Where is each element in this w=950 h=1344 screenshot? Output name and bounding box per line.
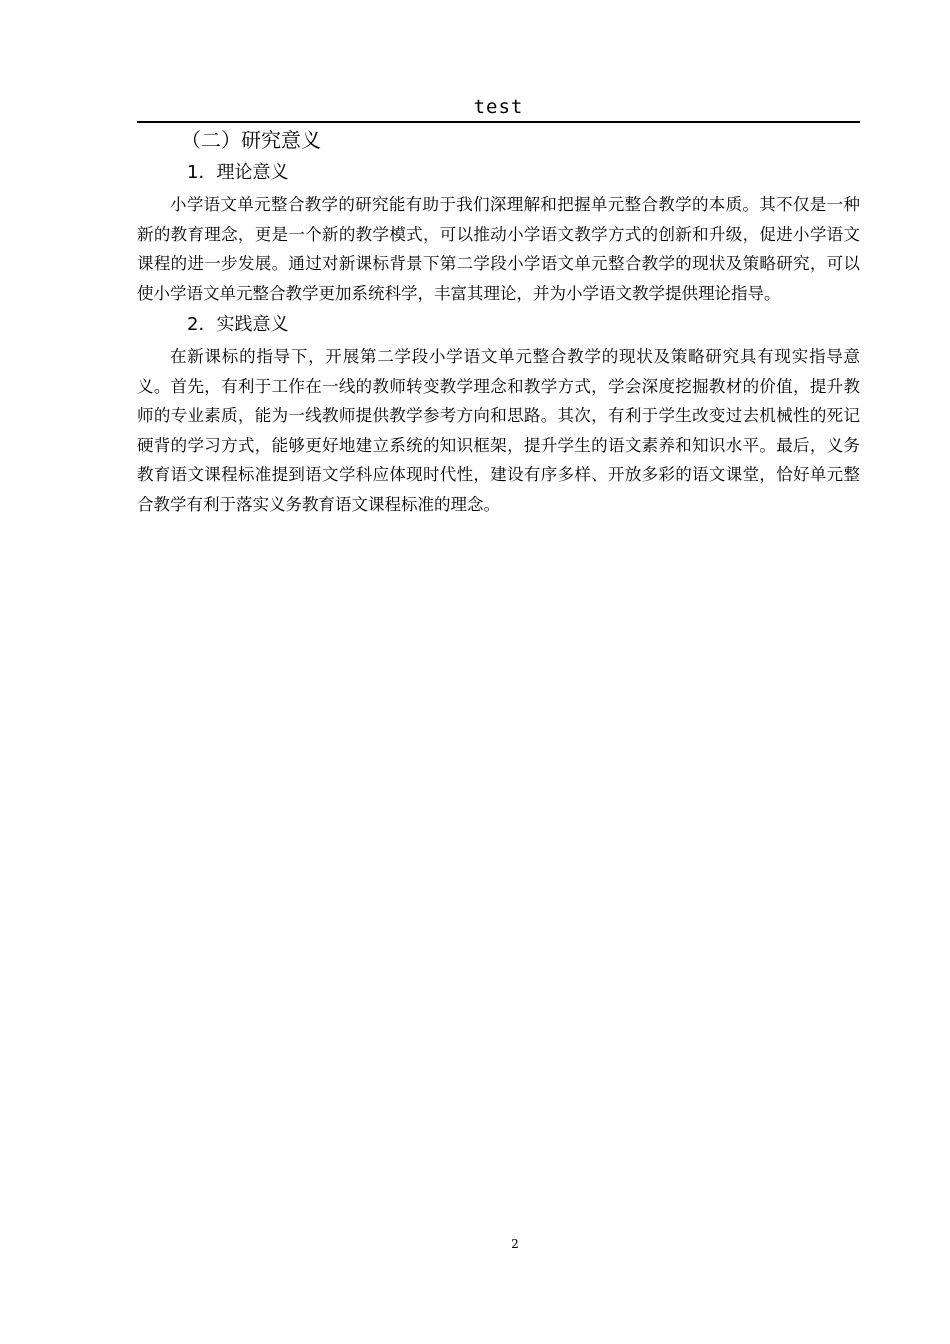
paragraph-practical: 在新课标的指导下，开展第二学段小学语文单元整合教学的现状及策略研究具有现实指导意义。首先，有利于工作在一线的教师转变教学理念和教学方式，学会深度挖掘教材的价值，提升教师的专业素质，能为一线教师提供教学参考方向和思路。其次，有利于学生改变过去机械性的死记硬背的学习方式，能够更好地建立系统的知识框架，提升学生的语文素养和知识水平。最后，义务教育语文课程标准提到语文学科应体现时代性，建设有序多样、开放多彩的语文课堂，恰好单元整合教学有利于落实义务教育语文课程标准的理念。 bbox=[137, 347, 860, 514]
paragraph-theoretical: 小学语文单元整合教学的研究能有助于我们深理解和把握单元整合教学的本质。其不仅是一种新的教育理念，更是一个新的教学模式，可以推动小学语文教学方式的创新和升级，促进小学语文课程的进一步发展。通过对新课标背景下第二学段小学语文单元整合教学的现状及策略研究，可以使小学语文单元整合教学更加系统科学，丰富其理论，并为小学语文教学提供理论指导。 bbox=[137, 195, 860, 303]
subsection-heading-theoretical: 1．理论意义 bbox=[187, 162, 289, 183]
page-number: 2 bbox=[511, 1237, 519, 1251]
page-body bbox=[137, 124, 860, 519]
section-heading: （二）研究意义 bbox=[181, 128, 321, 152]
header-rule bbox=[137, 121, 860, 123]
running-header: test bbox=[473, 96, 524, 118]
subsection-heading-practical: 2．实践意义 bbox=[187, 314, 289, 335]
